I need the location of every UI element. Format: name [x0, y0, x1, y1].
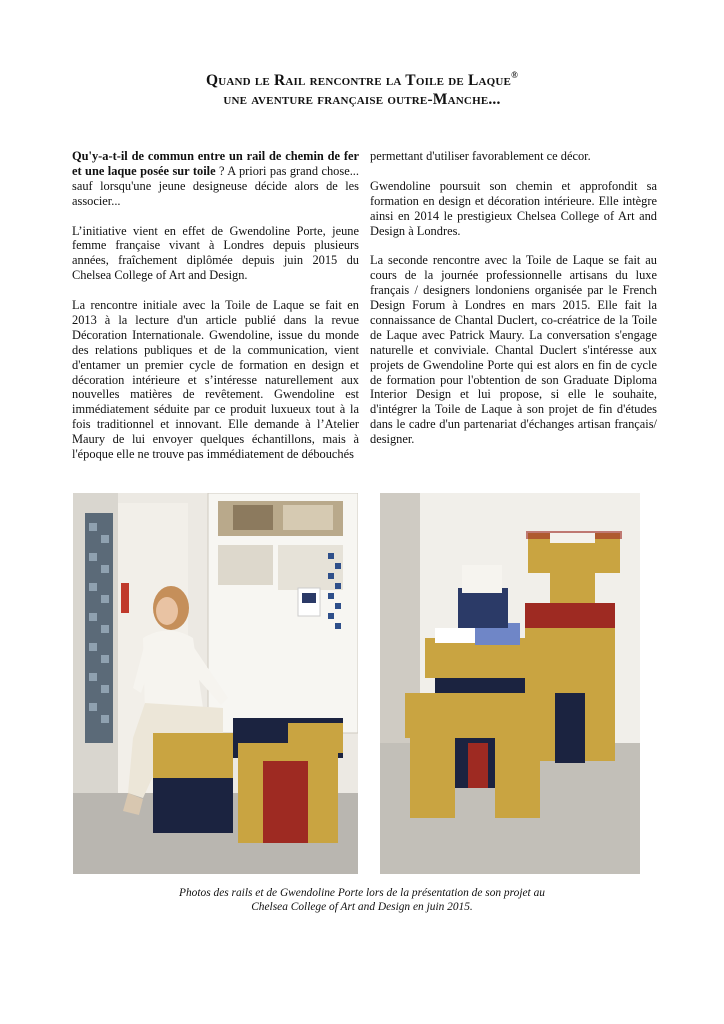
- right-column: [370, 149, 657, 462]
- paragraph-second-encounter: La seconde rencontre avec la Toile de Laque se fait au cours de la journée professionnelle artisans du luxe français / designers londoniens organisée par le French Design Forum à Londres en mars 2015. Elle fait la connaissance de Chantal Duclert, co-créatrice de la Toile de Laque avec Patrick Maury. La conversation s'engage naturelle et conviviale. Chantal Duclert s'intéresse aux projets de Gwendoline Porte qui est alors en fin de cycle de formation pour l'obtention de son Graduate Diploma Interior Design et lui propose, si elle le souhaite, d'intégrer la Toile de Laque à son projet de fin d'études dans le cadre d'un partenariat d'échanges artisan français/ designer.: [370, 253, 657, 447]
- intro-lead: Qu'y-a-t-il de commun entre un rail de chemin de fer et une laque posée sur toile: [72, 149, 359, 178]
- left-column: [72, 149, 359, 477]
- photo-gwendoline-on-rails: [73, 493, 358, 874]
- paragraph-training: Gwendoline poursuit son chemin et approfondit sa formation en design et décoration intérieure. Elle intègre ainsi en 2014 le prestigieux Chelsea College of Art and Design à Londres.: [370, 178, 657, 238]
- paragraph-initiative: L’initiative vient en effet de Gwendoline Porte, jeune femme française vivant à Londres depuis plusieurs années, fraîchement diplômée depuis juin 2015 du Chelsea College of Art and Design.: [72, 223, 359, 283]
- registered-mark: ®: [511, 70, 519, 80]
- photo-caption: [0, 886, 724, 914]
- caption-line-1: Photos des rails et de Gwendoline Porte lors de la présentation de son projet au: [179, 887, 545, 899]
- title-line-1: Quand le Rail rencontre la Toile de Laque®: [205, 70, 519, 89]
- paragraph-first-encounter: La rencontre initiale avec la Toile de Laque se fait en 2013 à la lecture d'un article publié dans la revue Décoration Internationale. Gwendoline, issue du monde des relations publiques et de la communication, vient d'entamer un premier cycle de formation en design et décoration intérieure et s’intéresse naturellement aux nouvelles matières de revêtement. Gwendoline est immédiatement séduite par ce produit luxueux tout à la fois traditionnel et innovant. Elle demande à l’Atelier Maury de lui envoyer quelques échantillons, mais à l'époque elle ne trouve pas immédiatement de débouchés: [72, 298, 359, 462]
- intro-rest: ? A priori pas grand chose... sauf lorsqu'une jeune designeuse décide alors de les associer...: [72, 163, 359, 208]
- paragraph-continuation: permettant d'utiliser favorablement ce décor.: [370, 149, 591, 163]
- article-title: [0, 66, 724, 109]
- intro-paragraph: [72, 149, 359, 209]
- title-line-2: une aventure française outre-Manche...: [223, 91, 501, 108]
- photo-lacquered-rails: [380, 493, 640, 874]
- caption-line-2: Chelsea College of Art and Design en juin 2015.: [251, 901, 473, 913]
